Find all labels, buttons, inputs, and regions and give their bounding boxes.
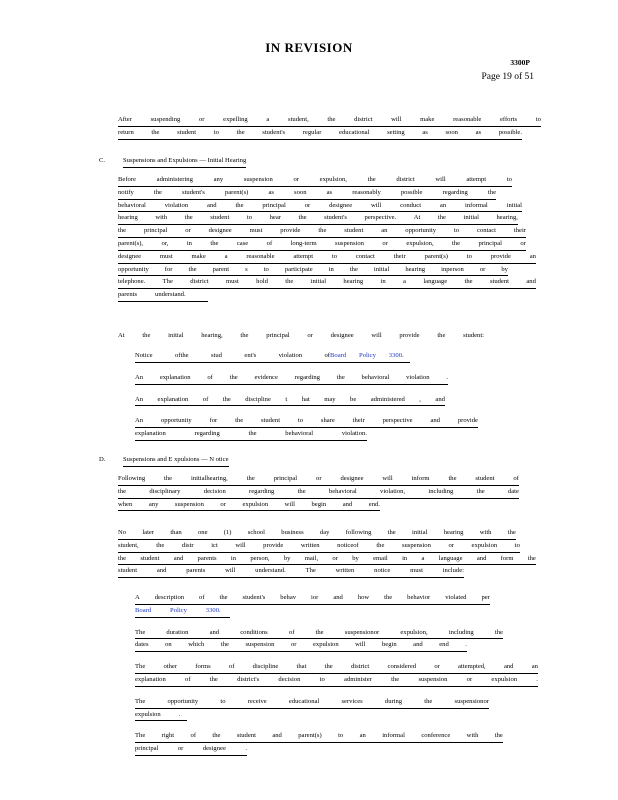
text-line: telephone. The district must hold the initial hearing in a language the student and — [118, 276, 536, 289]
list-item — [118, 592, 548, 618]
section-title: Suspensions and E xpulsions — N otice — [123, 454, 229, 467]
text-line: After suspending or expelling a student, the district will make reasonable efforts to — [118, 114, 541, 127]
page-title: IN REVISION — [265, 40, 353, 55]
policy-link[interactable]: Board Policy 3300 — [330, 352, 402, 359]
section-c — [99, 155, 541, 172]
text-line: notify the student's parent(s) as soon as reasonably possible regarding the — [118, 187, 496, 200]
text-line: dates on which the suspension or expulsion will begin and end . — [135, 639, 467, 652]
section-heading — [99, 454, 541, 467]
section-c-paragraph — [118, 174, 536, 302]
text-line: An opportunity for the student to share their perspective and provide — [135, 415, 478, 428]
text-line: A description of the student's behav ior and how the behavior violated per — [135, 592, 490, 605]
text-line: Before administering any suspension or expulsion, the district will attempt to — [118, 174, 512, 187]
text-line: hearing with the student to hear the student's perspective. At the initial hearing, — [118, 212, 518, 225]
text-line: Following the initialhearing, the principal or designee will inform the student of — [118, 473, 519, 486]
text-line: the disciplinary decision regarding the behavioral violation, including the date — [118, 486, 519, 499]
text-line: Notice ofthe stud ent's violation of — [135, 352, 330, 359]
text-line: The duration and conditions of the suspensionor expulsion, including the — [135, 627, 503, 640]
list-item — [118, 394, 498, 407]
text-line: parents understand. — [118, 289, 208, 302]
text-line: opportunity for the parent s to participate in the initial hearing inperson or by — [118, 264, 508, 277]
list-item — [118, 372, 498, 385]
text-line: return the student to the student's regular educational setting as soon as possible. — [118, 127, 522, 140]
text-line: No later than one (1) school business day following the initial hearing with the — [118, 527, 516, 540]
text-line: The right of the student and parent(s) to an informal conference with the — [135, 730, 503, 743]
list-item — [118, 627, 548, 653]
text-line: The opportunity to receive educational services during the suspensionor — [135, 696, 489, 709]
list-item — [118, 661, 548, 687]
section-number: D. — [99, 456, 106, 463]
text-line: parent(s), or, in the case of long-term suspension or expulsion, the principal or — [118, 238, 526, 251]
section-number: C. — [99, 157, 106, 164]
section-d-paragraph-1 — [118, 473, 528, 511]
text-line: the principal or designee must provide the student an opportunity to contact their — [118, 225, 526, 238]
page-number: Page 19 of 51 — [481, 72, 534, 82]
text-line: student and parents will understand. The written notice must include: — [118, 565, 464, 578]
section-c-lead — [118, 330, 484, 342]
section-c-list — [118, 350, 498, 450]
text-line: student, the distr ict will provide written noticeof the suspension or expulsion to — [118, 540, 520, 553]
section-d — [99, 454, 541, 471]
text-line: expulsion . — [135, 709, 187, 722]
list-item — [118, 730, 548, 756]
text-line: the student and parents in person, by mail, or by email in a language and form the — [118, 553, 536, 566]
policy-code: 3300P — [510, 58, 530, 67]
section-title: Suspensions and Expulsions — Initial Hearing — [123, 155, 246, 168]
text-line: behavioral violation and the principal or designee will conduct an informal initial — [118, 200, 522, 213]
text-line: . — [219, 606, 221, 614]
text-line: when any suspension or expulsion will begin and end. — [118, 499, 380, 512]
list-item — [118, 350, 498, 363]
section-heading — [99, 155, 541, 168]
policy-link[interactable]: Board Policy 3300 — [135, 606, 219, 614]
text-line: An explanation of the discipline t hat may be administered , and — [135, 394, 445, 407]
section-d-list — [118, 592, 548, 765]
text-line: explanation regarding the behavioral violation. — [135, 428, 367, 441]
text-line: At the initial hearing, the principal or designee will provide the student: — [118, 332, 484, 339]
text-line: designee must make a reasonable attempt to contact their parent(s) to provide an — [118, 251, 536, 264]
intro-paragraph — [118, 114, 541, 140]
text-line: An explanation of the evidence regarding the behavioral violation . — [135, 372, 448, 385]
text-line: principal or designee . — [135, 743, 247, 756]
text-line: explanation of the district's decision to administer the suspension or expulsion . — [135, 674, 538, 687]
list-item — [118, 696, 548, 722]
text-line: The other forms of discipline that the district considered or attempted, and an — [135, 661, 538, 674]
text-line: . — [402, 352, 404, 359]
section-d-paragraph-2 — [118, 527, 536, 578]
list-item — [118, 415, 498, 441]
